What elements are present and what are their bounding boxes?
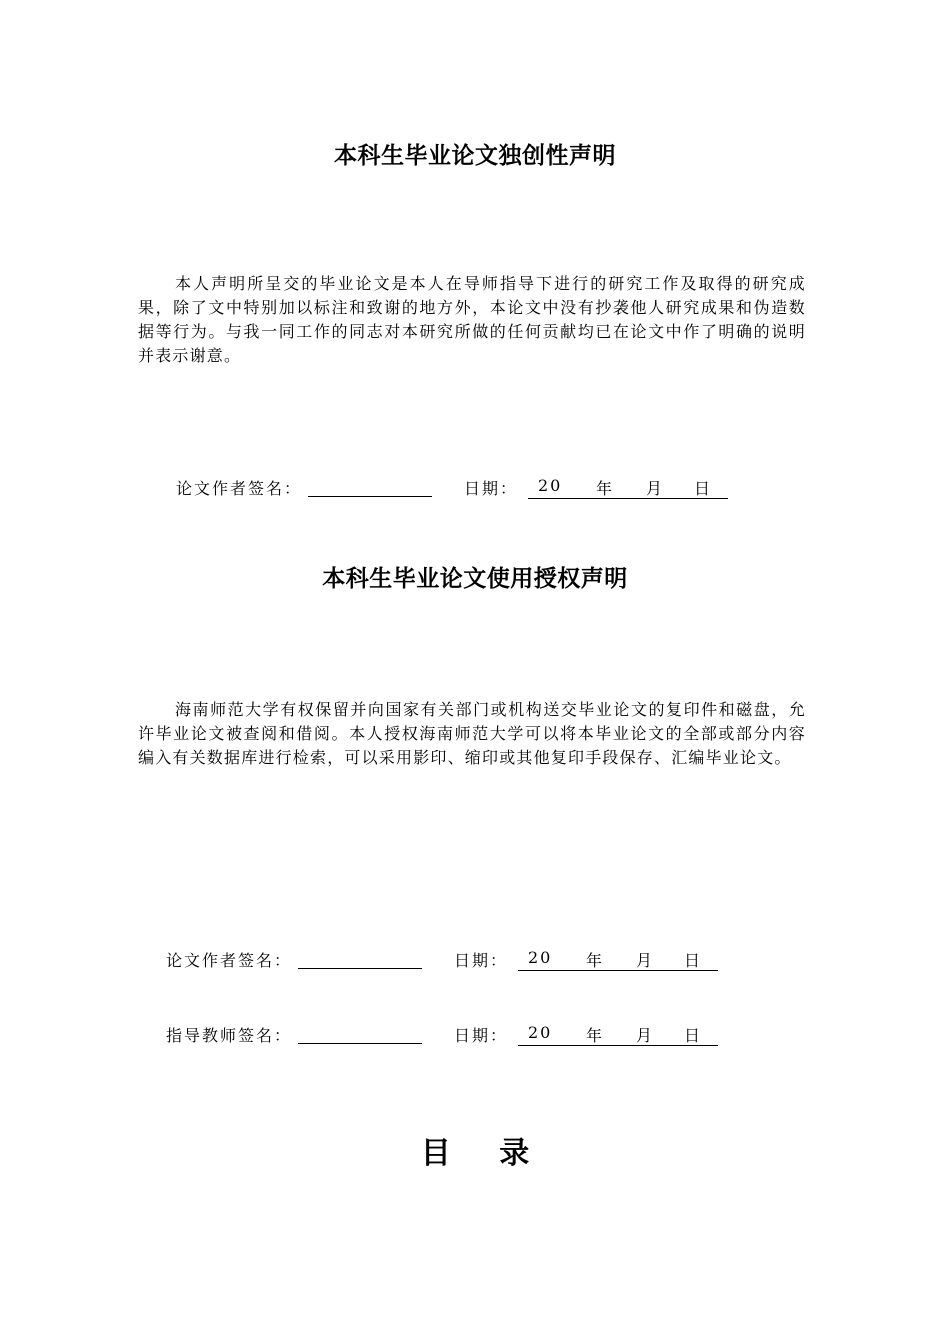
date-day-label: 日	[694, 479, 713, 498]
date-label: 日期：	[464, 479, 519, 498]
author-signature-label: 论文作者签名：	[176, 479, 303, 498]
authorization-advisor-signature-row	[166, 1023, 726, 1047]
author-signature-line[interactable]	[298, 968, 422, 969]
date-month-label: 月	[636, 951, 655, 970]
date-day-label: 日	[684, 951, 703, 970]
authorization-title: 本科生毕业论文使用授权声明	[322, 566, 628, 592]
originality-body: 本人声明所呈交的毕业论文是本人在导师指导下进行的研究工作及取得的研究成果，除了文中特别加以标注和致谢的地方外，本论文中没有抄袭他人研究成果和伪造数据等行为。与我一同工作的同志对本研究所做的任何贡献均已在论文中作了明确的说明并表示谢意。	[138, 274, 806, 365]
author-signature-label: 论文作者签名：	[166, 951, 293, 970]
toc-title: 目 录	[420, 1136, 530, 1171]
advisor-signature-label: 指导教师签名：	[166, 1026, 293, 1045]
date-month-label: 月	[646, 479, 665, 498]
advisor-signature-line[interactable]	[298, 1043, 422, 1044]
date-year-prefix: 20	[528, 948, 553, 967]
originality-signature-row	[176, 476, 736, 500]
author-signature-line[interactable]	[308, 496, 432, 497]
date-day-label: 日	[684, 1026, 703, 1045]
authorization-author-signature-row	[166, 948, 726, 972]
date-year-label: 年	[586, 951, 605, 970]
date-year-prefix: 20	[538, 476, 563, 495]
date-month-label: 月	[636, 1026, 655, 1045]
authorization-body: 海南师范大学有权保留并向国家有关部门或机构送交毕业论文的复印件和磁盘，允许毕业论文被查阅和借阅。本人授权海南师范大学可以将本毕业论文的全部或部分内容编入有关数据库进行检索，可以采用影印、缩印或其他复印手段保存、汇编毕业论文。	[138, 700, 806, 767]
date-year-prefix: 20	[528, 1023, 553, 1042]
date-field[interactable]	[528, 476, 728, 499]
date-field[interactable]	[518, 948, 718, 971]
date-year-label: 年	[586, 1026, 605, 1045]
date-label: 日期：	[454, 1026, 509, 1045]
date-year-label: 年	[596, 479, 615, 498]
date-field[interactable]	[518, 1023, 718, 1046]
originality-title: 本科生毕业论文独创性声明	[334, 143, 616, 169]
date-label: 日期：	[454, 951, 509, 970]
